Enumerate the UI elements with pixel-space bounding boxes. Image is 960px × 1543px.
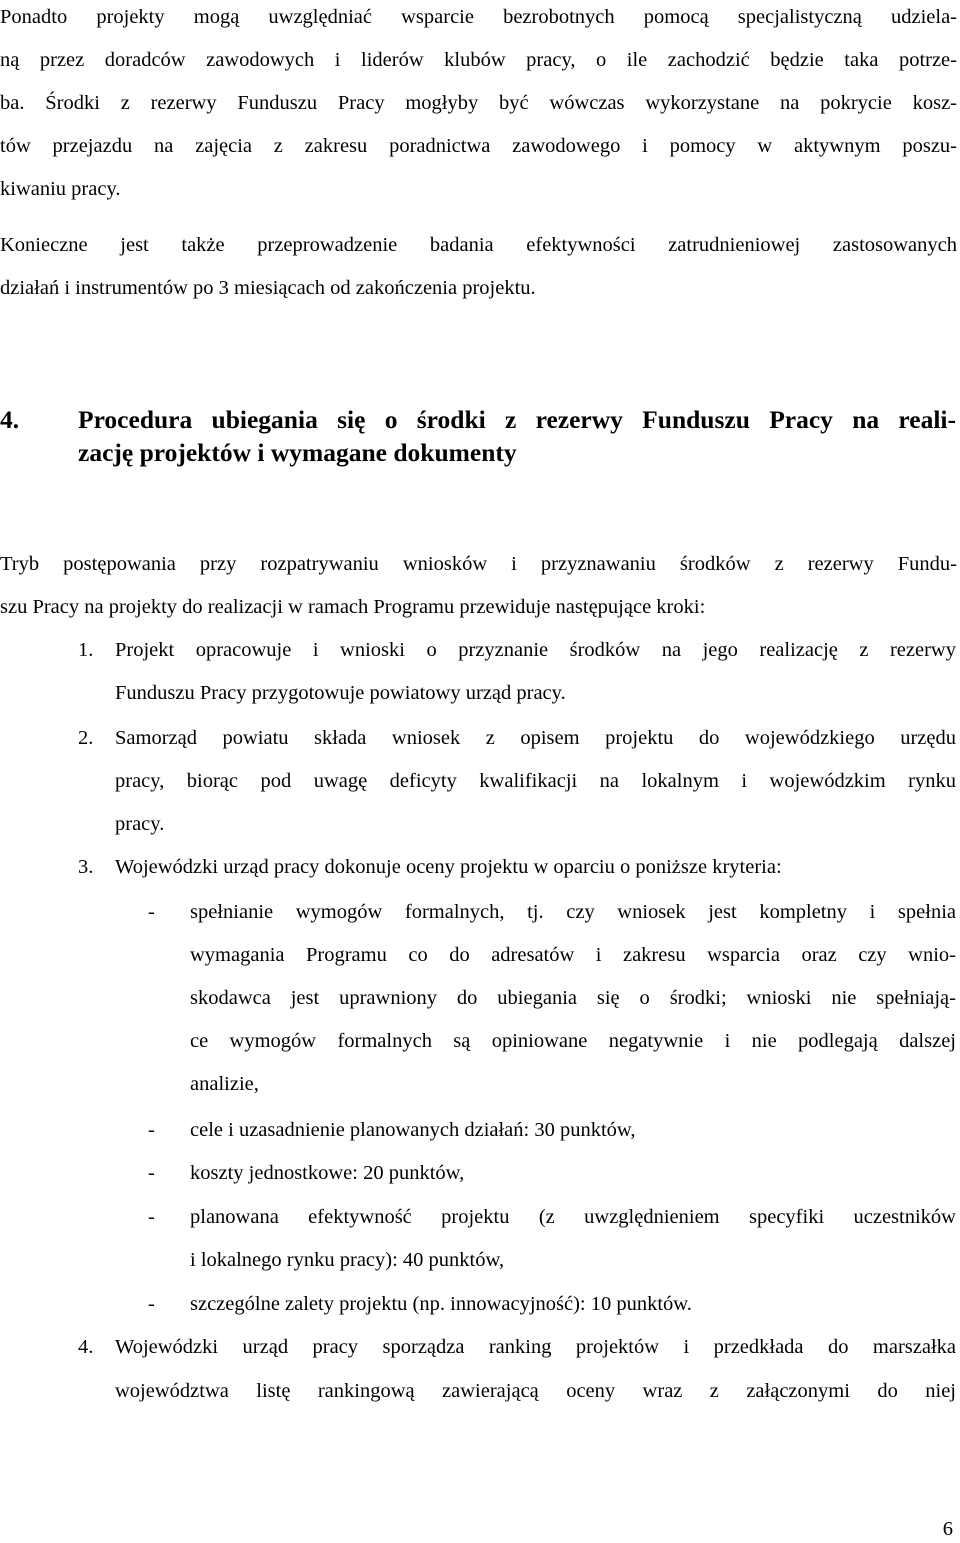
text-line: analizie, [190, 1073, 259, 1095]
text-line: Funduszu Pracy przygotowuje powiatowy urząd pracy. [115, 682, 566, 704]
text-line: skodawca jest uprawniony do ubiegania się o środki; wnioski nie spełniają- [190, 987, 956, 1009]
text-line: planowana efektywność projektu (z uwzględnieniem specyfiki uczestników [190, 1206, 956, 1228]
text-line: ce wymogów formalnych są opiniowane negatywnie i nie podlegają dalszej [190, 1030, 956, 1052]
text-line: działań i instrumentów po 3 miesiącach od zakończenia projektu. [0, 277, 536, 299]
text-line: Konieczne jest także przeprowadzenie badania efektywności zatrudnieniowej zastosowanych [0, 234, 957, 256]
text-line: szu Pracy na projekty do realizacji w ramach Programu przewiduje następujące kroki: [0, 596, 706, 618]
text-line: Samorząd powiatu składa wniosek z opisem projektu do wojewódzkiego urzędu [115, 727, 956, 749]
text-line: wymagania Programu co do adresatów i zakresu wsparcia oraz czy wnio- [190, 944, 956, 966]
text-line: ba. Środki z rezerwy Funduszu Pracy mogłyby być wówczas wykorzystane na pokrycie kosz- [0, 92, 957, 114]
text-line: Ponadto projekty mogą uwzględniać wsparcie bezrobotnych pomocą specjalistyczną udziela- [0, 6, 957, 28]
text-line: cele i uzasadnienie planowanych działań: 30 punktów, [190, 1119, 636, 1141]
section-number: 4. [0, 405, 20, 434]
step-number: 1. [78, 639, 94, 661]
text-line: pracy. [115, 813, 165, 835]
dash-bullet: - [148, 1293, 155, 1315]
text-line: spełnianie wymogów formalnych, tj. czy wniosek jest kompletny i spełnia [190, 901, 956, 923]
text-line: szczególne zalety projektu (np. innowacyjność): 10 punktów. [190, 1293, 692, 1315]
text-line: Wojewódzki urząd pracy dokonuje oceny projektu w oparciu o poniższe kryteria: [115, 856, 782, 878]
text-line: Projekt opracowuje i wnioski o przyznanie środków na jego realizację z rezerwy [115, 639, 956, 661]
step-number: 3. [78, 856, 94, 878]
text-line: województwa listę rankingową zawierającą oceny wraz z załączonymi do niej [115, 1380, 956, 1402]
text-line: Wojewódzki urząd pracy sporządza ranking projektów i przedkłada do marszałka [115, 1336, 956, 1358]
step-number: 4. [78, 1336, 94, 1358]
dash-bullet: - [148, 1206, 155, 1228]
text-line: tów przejazdu na zajęcia z zakresu poradnictwa zawodowego i pomocy w aktywnym poszu- [0, 135, 957, 157]
page-number: 6 [942, 1518, 953, 1540]
dash-bullet: - [148, 1162, 155, 1184]
text-line: pracy, biorąc pod uwagę deficyty kwalifikacji na lokalnym i wojewódzkim rynku [115, 770, 956, 792]
text-line: Tryb postępowania przy rozpatrywaniu wniosków i przyznawaniu środków z rezerwy Fundu- [0, 553, 957, 575]
section-title-line: Procedura ubiegania się o środki z rezerwy Funduszu Pracy na reali- [78, 405, 956, 434]
text-line: ną przez doradców zawodowych i liderów klubów pracy, o ile zachodzić będzie taka potrze- [0, 49, 957, 71]
dash-bullet: - [148, 1119, 155, 1141]
text-line: kiwaniu pracy. [0, 178, 121, 200]
step-number: 2. [78, 727, 94, 749]
section-title-line: zację projektów i wymagane dokumenty [78, 438, 517, 467]
dash-bullet: - [148, 901, 155, 923]
text-line: i lokalnego rynku pracy): 40 punktów, [190, 1249, 505, 1271]
text-line: koszty jednostkowe: 20 punktów, [190, 1162, 465, 1184]
